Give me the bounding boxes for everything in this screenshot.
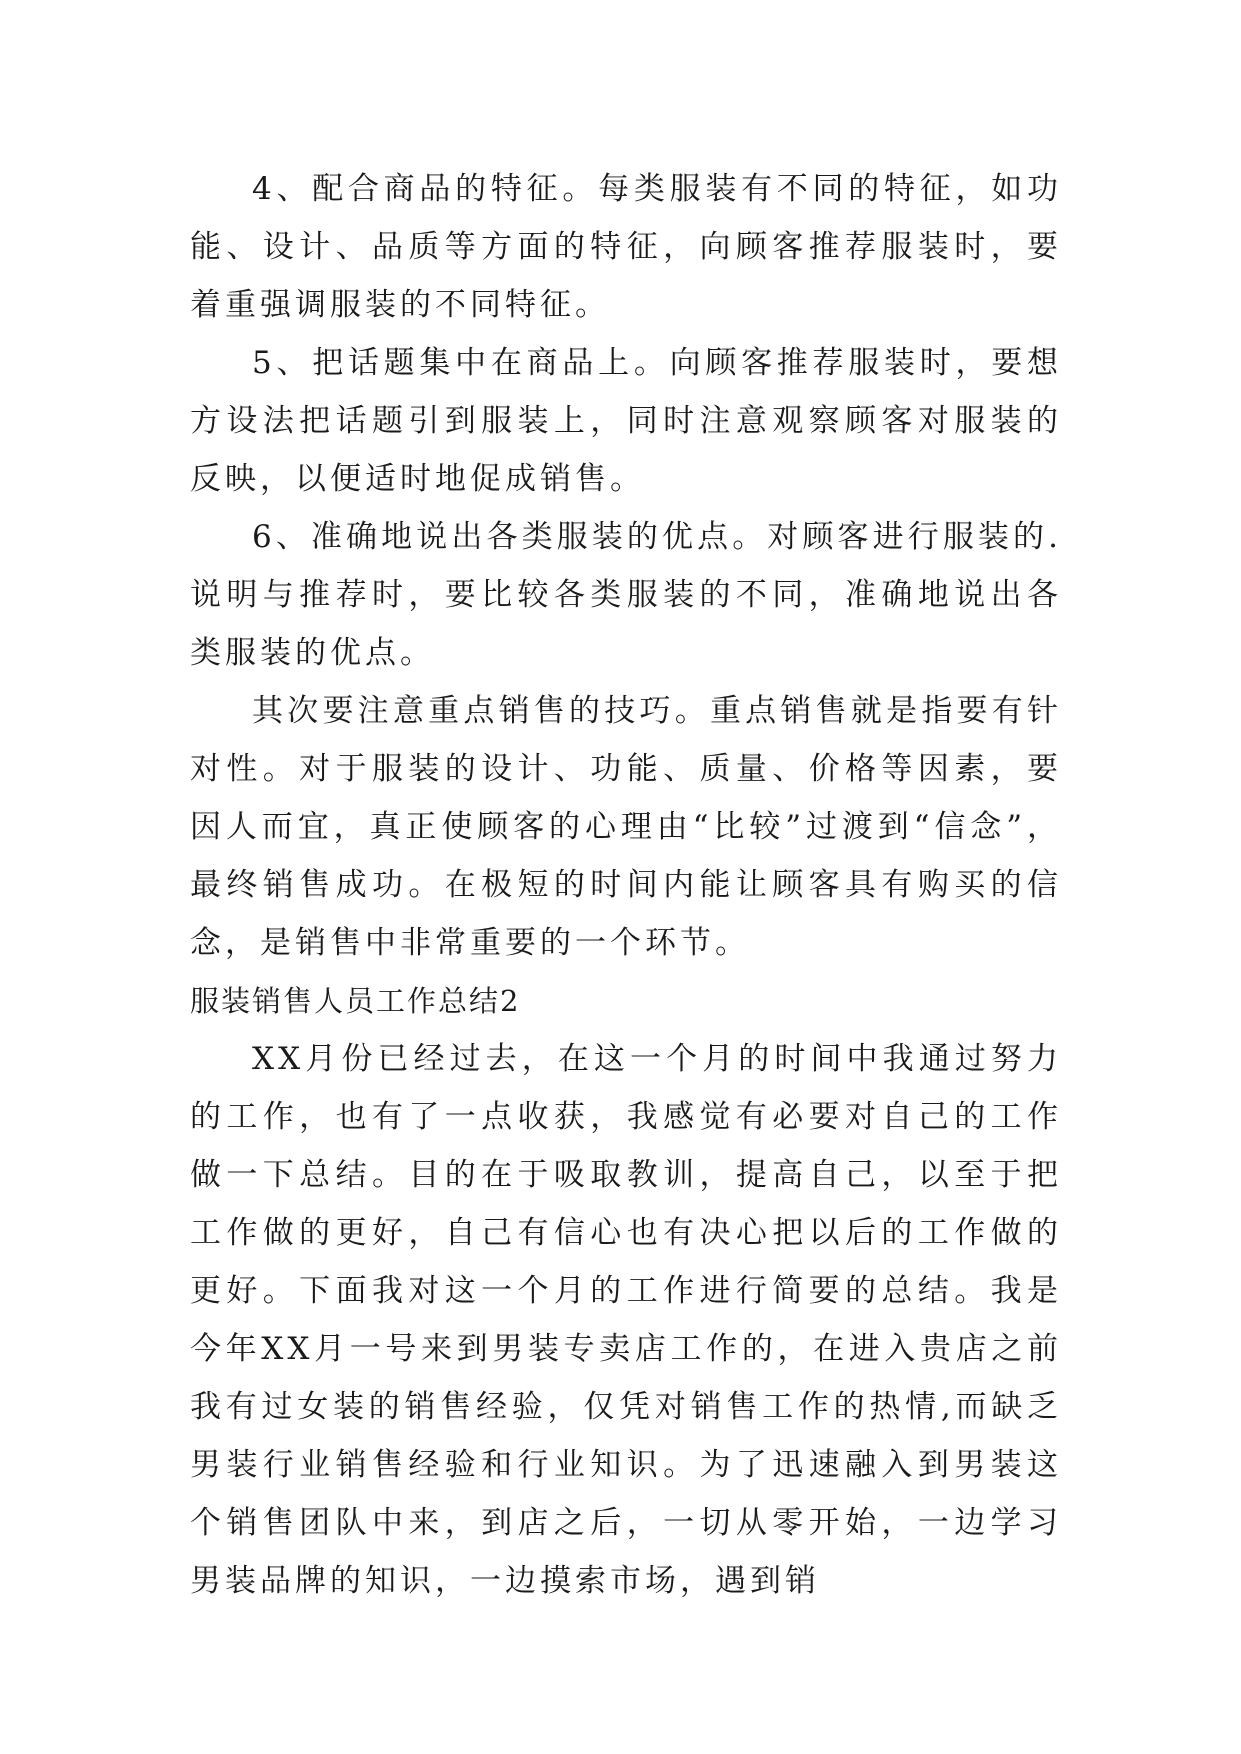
paragraph-summary-intro: XX月份已经过去，在这一个月的时间中我通过努力的工作，也有了一点收获，我感觉有必要对自己的工作做一下总结。目的在于吸取教训，提高自己，以至于把工作做的更好，自己有信心也有决心把以后的工作做的更好。下面我对这一个月的工作进行简要的总结。我是今年XX月一号来到男装专卖店工作的，在进入贵店之前我有过女装的销售经验，仅凭对销售工作的热情,而缺乏男装行业销售经验和行业知识。为了迅速融入到男装这个销售团队中来，到店之后，一切从零开始，一边学习男装品牌的知识，一边摸索市场，遇到销 (190, 1041, 1062, 1599)
paragraph-item-5: 5、把话题集中在商品上。向顾客推荐服装时，要想方设法把话题引到服装上，同时注意观察顾客对服装的反映，以便适时地促成销售。 (190, 345, 1062, 497)
paragraph-key-selling: 其次要注意重点销售的技巧。重点销售就是指要有针对性。对于服装的设计、功能、质量、价格等因素，要因人而宜，真正使顾客的心理由“比较”过渡到“信念”，最终销售成功。在极短的时间内能让顾客具有购买的信念，是销售中非常重要的一个环节。 (190, 693, 1062, 961)
paragraph-item-6: 6、准确地说出各类服装的优点。对顾客进行服装的.说明与推荐时，要比较各类服装的不同，准确地说出各类服装的优点。 (190, 519, 1062, 671)
paragraph-item-4: 4、配合商品的特征。每类服装有不同的特征，如功能、设计、品质等方面的特征，向顾客推荐服装时，要着重强调服装的不同特征。 (190, 171, 1062, 323)
document-body (190, 160, 1062, 1610)
section-heading: 服装销售人员工作总结2 (190, 984, 521, 1018)
